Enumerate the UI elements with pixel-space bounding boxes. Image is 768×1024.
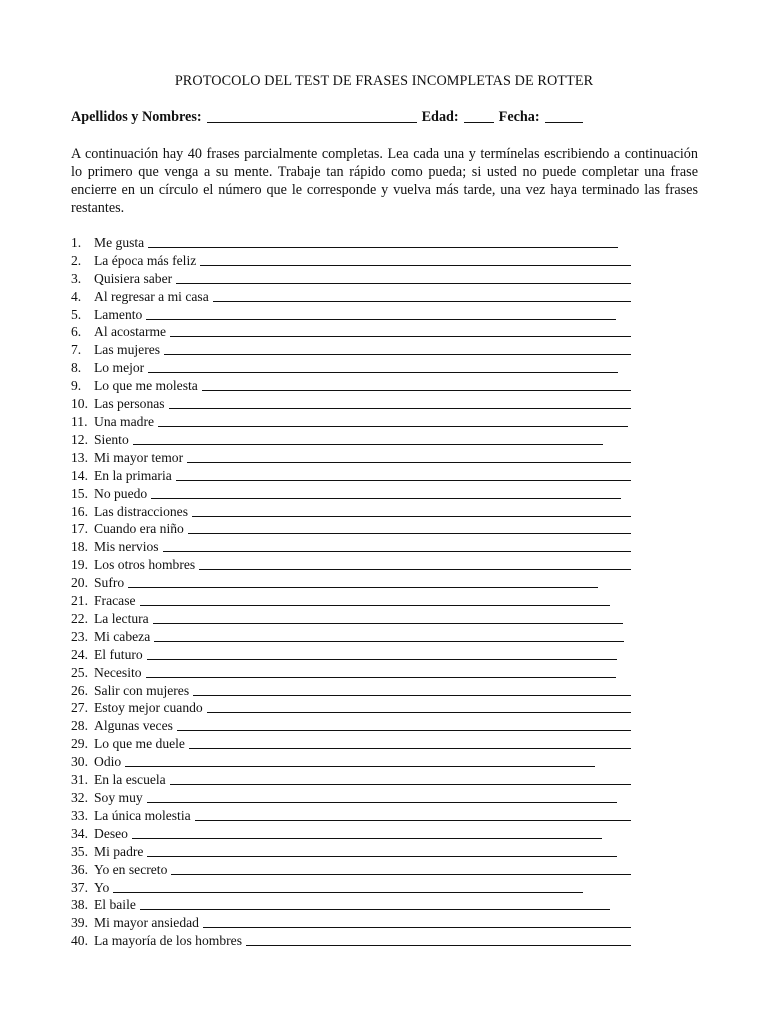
answer-line[interactable] [199, 569, 631, 570]
respondent-header [71, 109, 631, 126]
answer-line[interactable] [176, 480, 631, 481]
item-stem: Lo mejor [94, 360, 145, 376]
item-number: 10. [71, 396, 88, 412]
answer-line[interactable] [140, 909, 610, 910]
sentence-item [71, 896, 631, 914]
sentence-item [71, 573, 631, 591]
item-number: 6. [71, 324, 82, 340]
item-stem: La mayoría de los hombres [94, 933, 242, 949]
item-stem: Siento [94, 431, 129, 447]
sentence-item [71, 913, 631, 931]
item-stem: Estoy mejor cuando [94, 700, 203, 716]
item-stem: El baile [94, 897, 136, 913]
item-number: 32. [71, 790, 88, 805]
sentence-item [71, 842, 631, 860]
sentence-item [71, 376, 631, 394]
answer-line[interactable] [128, 587, 598, 588]
sentence-item [71, 681, 631, 699]
item-stem: Cuando era niño [94, 521, 184, 537]
answer-line[interactable] [177, 730, 631, 731]
answer-line[interactable] [192, 516, 631, 517]
answer-line[interactable] [246, 945, 631, 946]
answer-line[interactable] [169, 408, 631, 409]
answer-line[interactable] [189, 748, 631, 749]
sentence-item [71, 251, 631, 269]
answer-line[interactable] [164, 354, 631, 355]
item-number: 20. [71, 575, 88, 591]
item-stem: Quisiera saber [94, 270, 173, 286]
item-number: 23. [71, 628, 88, 644]
sentence-item [71, 430, 631, 448]
item-number: 27. [71, 700, 88, 716]
item-number: 3. [71, 270, 82, 286]
sentence-item [71, 305, 631, 323]
item-stem: Soy muy [94, 790, 143, 805]
item-number: 21. [71, 593, 88, 609]
item-number: 26. [71, 682, 88, 698]
item-stem: Al acostarme [94, 324, 167, 340]
sentence-item [71, 412, 631, 430]
item-number: 15. [71, 485, 88, 501]
item-number: 7. [71, 342, 82, 358]
answer-line[interactable] [195, 820, 631, 821]
item-stem: Lamento [94, 306, 143, 322]
item-stem: Salir con mujeres [94, 682, 190, 698]
sentence-item [71, 788, 631, 806]
answer-line[interactable] [163, 551, 631, 552]
item-stem: Sufro [94, 575, 125, 591]
sentence-item [71, 484, 631, 502]
answer-line[interactable] [207, 712, 631, 713]
item-stem: Las mujeres [94, 342, 161, 358]
sentence-item [71, 269, 631, 287]
sentence-list [71, 233, 631, 949]
sentence-item [71, 537, 631, 555]
sentence-item [71, 555, 631, 573]
item-number: 24. [71, 646, 88, 662]
sentence-item [71, 878, 631, 896]
item-number: 22. [71, 610, 88, 626]
sentence-item [71, 824, 631, 842]
item-number: 4. [71, 288, 82, 304]
sentence-item [71, 448, 631, 466]
sentence-item [71, 806, 631, 824]
item-stem: Lo que me molesta [94, 378, 198, 394]
item-number: 1. [71, 234, 82, 250]
item-number: 19. [71, 557, 88, 573]
item-stem: Yo [94, 879, 110, 895]
item-stem: Al regresar a mi casa [94, 288, 209, 304]
answer-line[interactable] [213, 301, 631, 302]
sentence-item [71, 752, 631, 770]
item-number: 17. [71, 521, 88, 537]
item-number: 30. [71, 754, 88, 770]
name-label: Apellidos y Nombres: [71, 109, 202, 125]
date-label: Fecha: [498, 109, 540, 125]
answer-line[interactable] [147, 659, 617, 660]
item-number: 2. [71, 252, 82, 268]
sentence-item [71, 627, 631, 645]
answer-line[interactable] [148, 247, 618, 248]
answer-line[interactable] [170, 336, 631, 337]
item-number: 14. [71, 467, 88, 483]
item-stem: La lectura [94, 610, 149, 626]
item-stem: Odio [94, 754, 122, 770]
item-number: 8. [71, 360, 82, 376]
item-number: 31. [71, 772, 88, 788]
item-number: 40. [71, 933, 88, 949]
sentence-item [71, 340, 631, 358]
item-stem: Los otros hombres [94, 557, 196, 573]
sentence-item [71, 645, 631, 663]
answer-line[interactable] [153, 623, 623, 624]
sentence-item [71, 716, 631, 734]
answer-line[interactable] [187, 462, 631, 463]
item-stem: Mi mayor temor [94, 449, 184, 465]
instructions-paragraph: A continuación hay 40 frases parcialmente completas. Lea cada una y termínelas escribiendo a continuación lo primero que venga a su mente. Trabaje tan rápido como pueda; si usted no puede completar una frase encierre en un círculo el número que le corresponde y vuelva más tarde, una vez haya terminado las frases restantes. [71, 146, 698, 216]
answer-line[interactable] [193, 695, 631, 696]
page-title: PROTOCOLO DEL TEST DE FRASES INCOMPLETAS DE ROTTER [174, 73, 594, 89]
item-stem: En la escuela [94, 772, 166, 788]
item-stem: Mi padre [94, 843, 144, 859]
sentence-item [71, 233, 631, 251]
sentence-item [71, 358, 631, 376]
item-number: 5. [71, 306, 82, 322]
item-number: 25. [71, 664, 88, 680]
item-number: 16. [71, 503, 88, 519]
item-number: 11. [71, 413, 88, 429]
item-stem: Las personas [94, 396, 165, 412]
item-number: 33. [71, 807, 88, 823]
answer-line[interactable] [202, 390, 631, 391]
item-stem: Las distracciones [94, 503, 188, 519]
item-stem: Mi cabeza [94, 628, 151, 644]
date-field[interactable] [545, 108, 583, 123]
item-stem: Yo en secreto [94, 861, 168, 877]
item-stem: Necesito [94, 664, 142, 680]
answer-line[interactable] [170, 784, 631, 785]
answer-line[interactable] [140, 605, 610, 606]
sentence-item [71, 770, 631, 788]
answer-line[interactable] [146, 677, 616, 678]
answer-line[interactable] [171, 874, 631, 875]
answer-line[interactable] [147, 856, 617, 857]
answer-line[interactable] [147, 802, 617, 803]
sentence-item [71, 609, 631, 627]
item-number: 37. [71, 879, 88, 895]
item-stem: En la primaria [94, 467, 172, 483]
item-number: 39. [71, 915, 88, 931]
answer-line[interactable] [203, 927, 631, 928]
sentence-item [71, 287, 631, 305]
item-stem: Deseo [94, 825, 128, 841]
item-number: 38. [71, 897, 88, 913]
item-stem: La época más feliz [94, 252, 197, 268]
item-stem: Me gusta [94, 234, 145, 250]
answer-line[interactable] [133, 444, 603, 445]
item-stem: No puedo [94, 485, 148, 501]
item-stem: Una madre [94, 413, 155, 429]
item-number: 12. [71, 431, 88, 447]
sentence-item [71, 931, 631, 949]
answer-line[interactable] [154, 641, 624, 642]
item-number: 9. [71, 378, 82, 394]
item-number: 36. [71, 861, 88, 877]
answer-line[interactable] [200, 265, 631, 266]
answer-line[interactable] [151, 498, 621, 499]
sentence-item [71, 591, 631, 609]
item-number: 35. [71, 843, 88, 859]
item-number: 18. [71, 539, 88, 555]
sentence-item [71, 394, 631, 412]
item-number: 28. [71, 718, 88, 734]
item-stem: Algunas veces [94, 718, 173, 734]
sentence-item [71, 466, 631, 484]
answer-line[interactable] [148, 372, 618, 373]
age-field[interactable] [464, 108, 494, 123]
answer-line[interactable] [188, 533, 631, 534]
sentence-item [71, 734, 631, 752]
answer-line[interactable] [158, 426, 628, 427]
answer-line[interactable] [146, 319, 616, 320]
sentence-item [71, 699, 631, 717]
item-stem: Fracase [94, 593, 136, 609]
sentence-item [71, 860, 631, 878]
item-stem: Lo que me duele [94, 736, 185, 752]
item-number: 29. [71, 736, 88, 752]
item-stem: El futuro [94, 646, 143, 662]
item-stem: Mi mayor ansiedad [94, 915, 199, 931]
name-field[interactable] [207, 108, 417, 123]
item-stem: Mis nervios [94, 539, 159, 555]
answer-line[interactable] [125, 766, 595, 767]
sentence-item [71, 520, 631, 538]
age-label: Edad: [421, 109, 459, 125]
answer-line[interactable] [132, 838, 602, 839]
item-number: 34. [71, 825, 88, 841]
sentence-item [71, 323, 631, 341]
item-stem: La única molestia [94, 807, 191, 823]
sentence-item [71, 502, 631, 520]
answer-line[interactable] [176, 283, 631, 284]
sentence-item [71, 663, 631, 681]
item-number: 13. [71, 449, 88, 465]
answer-line[interactable] [113, 892, 583, 893]
